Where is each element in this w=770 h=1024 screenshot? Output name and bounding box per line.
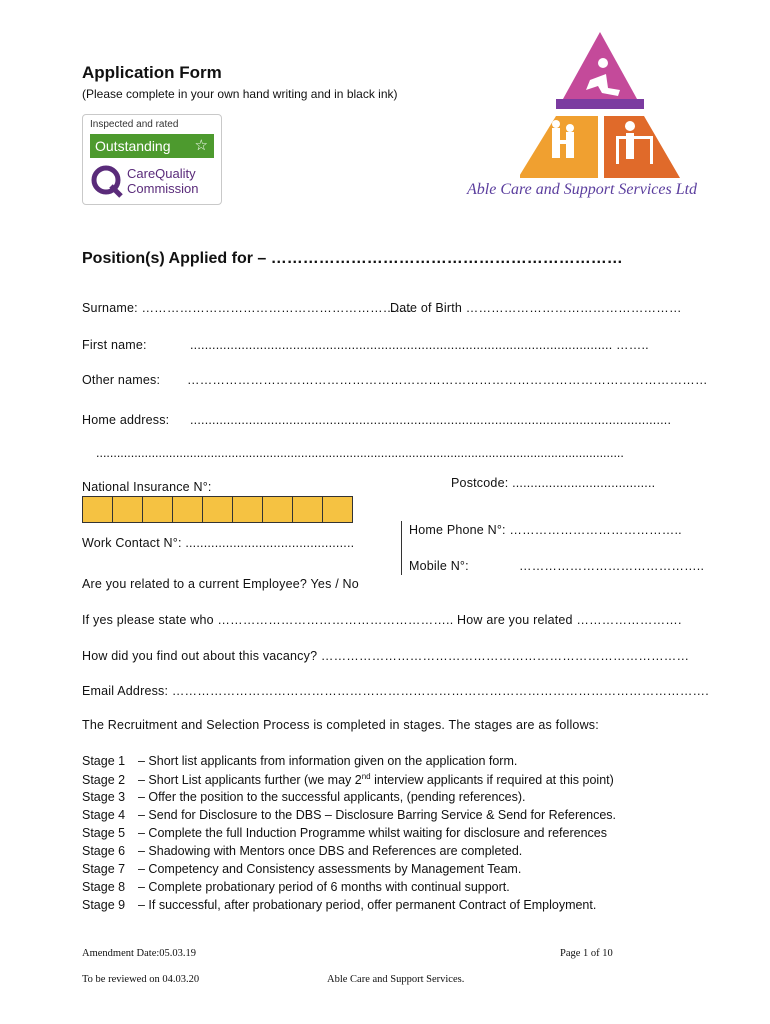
stage-text: – Competency and Consistency assessments by Management Team.: [138, 862, 522, 876]
stage-row: [82, 754, 517, 768]
stage-text: – Short list applicants from information given on the application form.: [138, 754, 518, 768]
company-name: Able Care and Support Services Ltd: [467, 181, 698, 198]
cqc-name-line2: Commission: [127, 181, 199, 196]
postcode-field[interactable]: Postcode: .......................................: [451, 476, 656, 490]
ni-digit-box[interactable]: [323, 497, 352, 522]
process-intro: The Recruitment and Selection Process is completed in stages. The stages are as follows:: [82, 718, 599, 732]
surname-field[interactable]: Surname: ……………………………………………………….: [82, 301, 412, 315]
ni-digit-box[interactable]: [173, 497, 203, 522]
stage-label: Stage 9: [82, 898, 126, 912]
stage-superscript: nd: [361, 772, 371, 781]
footer-company: Able Care and Support Services.: [327, 974, 465, 985]
vacancy-source-field[interactable]: How did you find out about this vacancy? ……………………………………………………………………………: [82, 649, 690, 663]
stage-label: Stage 3: [82, 790, 126, 804]
stage-row: [82, 862, 521, 876]
stage-row: [82, 826, 607, 840]
stage-row: [82, 772, 614, 787]
ni-digit-box[interactable]: [83, 497, 113, 522]
company-logo: [520, 30, 690, 180]
cqc-logo-icon: [90, 164, 124, 198]
stage-label: Stage 8: [82, 880, 126, 894]
review-date: To be reviewed on 04.03.20: [82, 974, 200, 985]
stage-text: – Shadowing with Mentors once DBS and References are completed.: [138, 844, 523, 858]
ni-digit-box[interactable]: [233, 497, 263, 522]
ni-digit-box[interactable]: [143, 497, 173, 522]
stage-row: [82, 880, 510, 894]
stage-text-pre: – Short List applicants further (we may 2: [138, 773, 362, 788]
ni-digit-box[interactable]: [113, 497, 143, 522]
stage-text: – Send for Disclosure to the DBS – Disclosure Barring Service & Send for References.: [138, 808, 616, 822]
related-who-field[interactable]: If yes please state who ……………………………………………….. How are you related …………………….: [82, 613, 682, 627]
stage-label: Stage 5: [82, 826, 126, 840]
phone-divider: [401, 521, 402, 575]
first-name-field[interactable]: ................................................................................................................... ……..: [190, 338, 649, 352]
amendment-date: Amendment Date:05.03.19: [82, 948, 197, 959]
stage-text-post: interview applicants if required at this point): [370, 773, 614, 788]
ni-label: National Insurance N°:: [82, 480, 212, 494]
other-names-field[interactable]: ……………………………………………………………………………………………………………: [187, 373, 708, 387]
stage-text: [138, 773, 614, 787]
page-number: Page 1 of 10: [560, 948, 613, 959]
related-question[interactable]: Are you related to a current Employee? Yes / No: [82, 577, 359, 591]
ni-number-boxes[interactable]: [82, 496, 353, 523]
home-address-line2[interactable]: ........................................................................................................................................................: [96, 446, 624, 460]
star-icon: ☆: [194, 137, 208, 154]
stage-row: [82, 808, 616, 822]
stage-label: Stage 7: [82, 862, 126, 876]
stage-label: Stage 1: [82, 754, 126, 768]
stage-row: [82, 844, 522, 858]
cqc-name-line1: CareQuality: [127, 166, 196, 181]
other-names-label: Other names:: [82, 373, 161, 387]
stage-row: [82, 790, 526, 804]
mobile-label: Mobile N°:: [409, 559, 469, 573]
stage-row: [82, 898, 596, 912]
stage-text: – Offer the position to the successful applicants, (pending references).: [138, 790, 526, 804]
stage-text: – Complete the full Induction Programme whilst waiting for disclosure and references: [138, 826, 607, 840]
cqc-inspected-text: Inspected and rated: [90, 119, 179, 130]
form-title: Application Form: [82, 63, 222, 82]
stage-label: Stage 2: [82, 773, 126, 788]
stage-label: Stage 4: [82, 808, 126, 822]
home-address-field[interactable]: ...................................................................................................................................: [190, 413, 672, 427]
home-address-label: Home address:: [82, 413, 170, 427]
work-contact-field[interactable]: Work Contact N°: ..............................................: [82, 536, 355, 550]
position-applied-field[interactable]: Position(s) Applied for – …………………………………………………………: [82, 250, 623, 267]
cqc-rating-badge: [82, 114, 222, 205]
dob-field[interactable]: Date of Birth ……………………………………………: [390, 301, 682, 315]
first-name-label: First name:: [82, 338, 147, 352]
form-instructions: (Please complete in your own hand writing and in black ink): [82, 87, 398, 101]
cqc-rating-label: [90, 134, 214, 158]
cqc-rating-text: Outstanding: [95, 138, 171, 154]
stage-text: – Complete probationary period of 6 months with continual support.: [138, 880, 510, 894]
ni-digit-box[interactable]: [203, 497, 233, 522]
email-field[interactable]: Email Address: ……………………………………………………………………………………………………………….: [82, 684, 709, 698]
stage-text: – If successful, after probationary period, offer permanent Contract of Employment.: [138, 898, 597, 912]
stage-label: Stage 6: [82, 844, 126, 858]
ni-digit-box[interactable]: [293, 497, 323, 522]
home-phone-field[interactable]: Home Phone N°: …………………………………..: [409, 523, 682, 537]
ni-digit-box[interactable]: [263, 497, 293, 522]
mobile-field[interactable]: ……………………………………..: [519, 559, 705, 573]
